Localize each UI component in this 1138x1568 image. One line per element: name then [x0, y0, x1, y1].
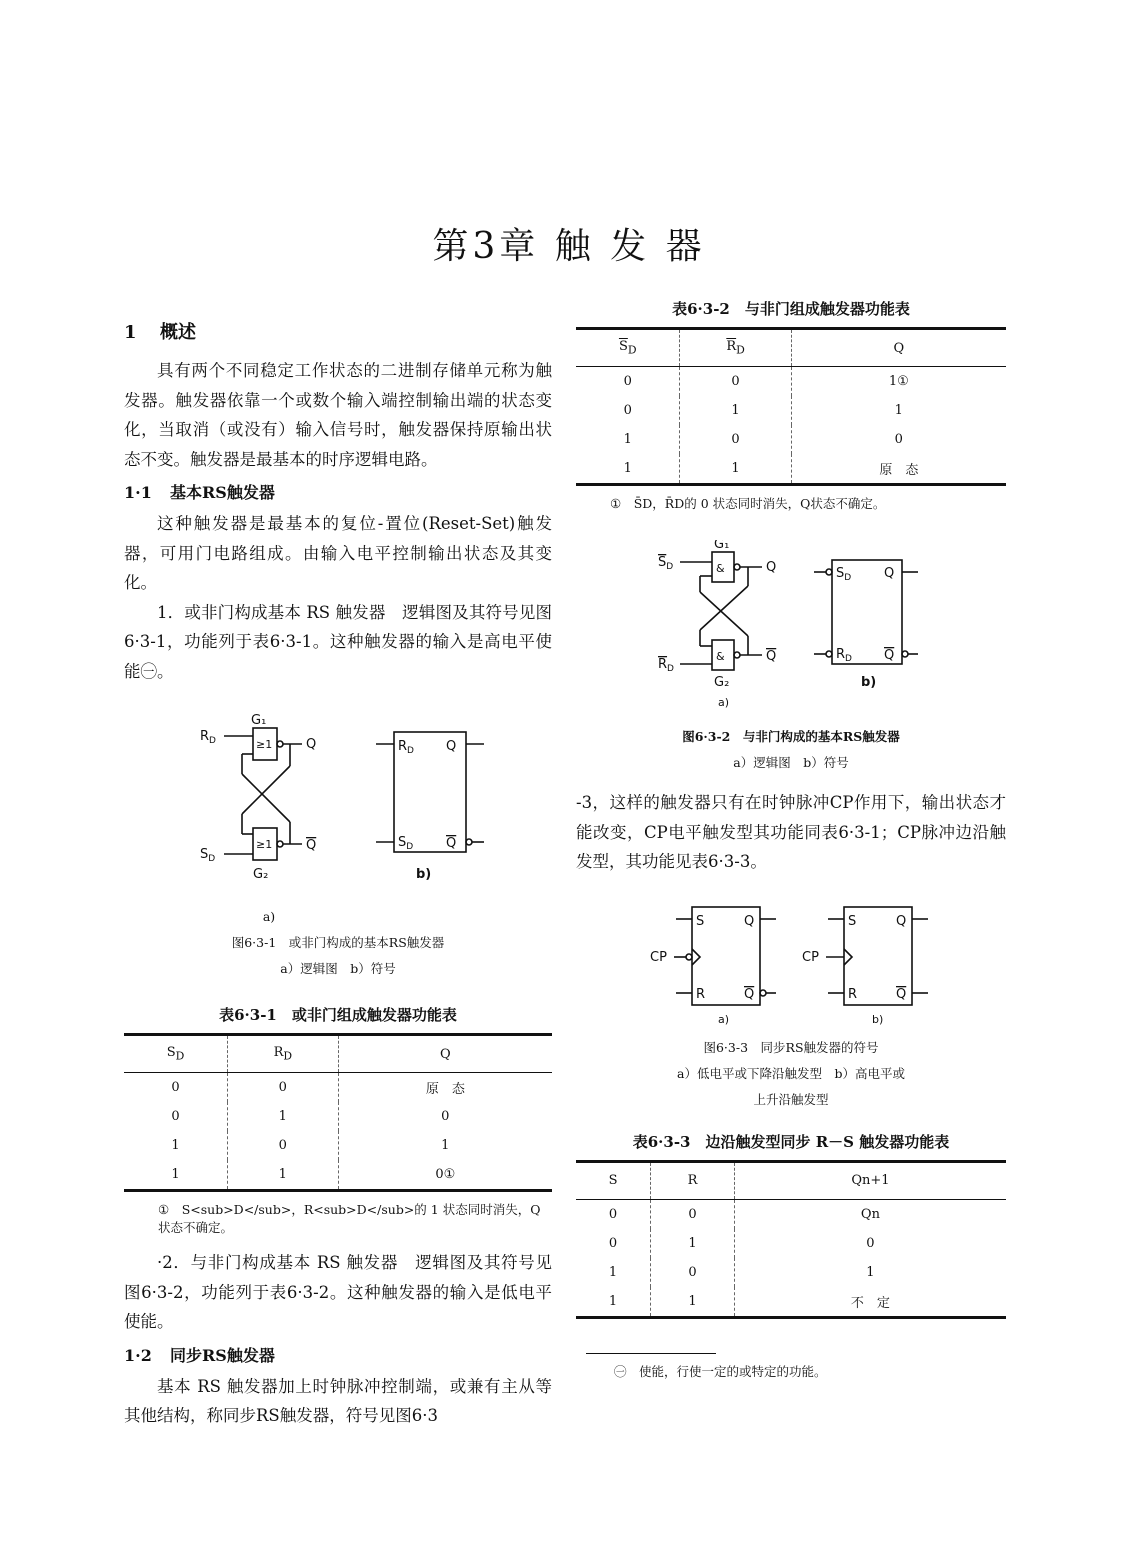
header-rd-bar: $\overline{R}_D$ — [680, 329, 791, 367]
nand-paragraph: ·2．与非门构成基本 RS 触发器 逻辑图及其符号见图6·3-2，功能列于表6·3-2。这种触发器的输入是低电平使能。 — [124, 1253, 552, 1331]
sd-input-label: $S_D$ — [200, 847, 216, 864]
q-bar-output-label: Q — [766, 649, 777, 664]
figure-6-3-1-drawing — [124, 704, 552, 884]
table-header-row — [576, 329, 1006, 367]
table-row: 1 1 原 态 — [576, 454, 1006, 485]
gate-1-label: G₁ — [251, 713, 267, 728]
symbol-sd-label: $S_D$ — [398, 835, 414, 852]
chapter-title: 第3章 触 发 器 — [432, 226, 706, 267]
subfigure-a-label: a) — [718, 696, 730, 709]
section-heading-1 — [124, 318, 552, 344]
gate-2-mark: ≥1 — [256, 838, 273, 851]
gate-2-mark: & — [716, 650, 725, 663]
figure-6-3-3-subcaption-2: 上升沿触发型 — [753, 1091, 829, 1107]
table-row: 0 1 0 — [124, 1102, 552, 1131]
a-s-label: S — [696, 913, 705, 929]
section-number: 1·2 — [124, 1345, 152, 1365]
table-row: 1 0 1 — [576, 1258, 1006, 1287]
figure-6-3-3-subcaption-1: a）低电平或下降沿触发型 b）高电平或 — [677, 1065, 905, 1081]
left-column — [124, 318, 552, 1431]
table-row: 0 1 0 — [576, 1229, 1006, 1258]
section-title: 基本RS触发器 — [170, 483, 275, 502]
intro-paragraph: 具有两个不同稳定工作状态的二进制存储单元称为触发器。触发器依靠一个或数个输入端控制输出端的状态变化，当取消（或没有）输入信号时，触发器保持原输出状态不变。触发器是最基本的时序逻辑电路。 — [124, 361, 552, 469]
section-title: 同步RS触发器 — [170, 1345, 275, 1365]
table-row: 0 0 Qn — [576, 1199, 1006, 1229]
q-output-label: Q — [306, 737, 317, 752]
figure-6-3-3-caption: 图6·3-3 同步RS触发器的符号 — [703, 1039, 879, 1055]
figure-6-3-2 — [576, 540, 1006, 720]
gate-1-mark: & — [716, 562, 725, 575]
section-number: 1 — [124, 322, 137, 343]
b-q-bar-label: Q — [896, 986, 907, 1002]
table-6-3-3 — [576, 1160, 1006, 1319]
section-number: 1·1 — [124, 483, 152, 502]
sync-paragraph: 基本 RS 触发器加上时钟脉冲控制端，或兼有主从等其他结构，称同步RS触发器，符号见图6·3 — [124, 1376, 552, 1425]
rs-paragraph: 这种触发器是最基本的复位-置位(Reset-Set)触发器，可用门电路组成。由输入电平控制输出状态及其变化。 — [124, 514, 552, 592]
b-r-label: R — [848, 986, 858, 1002]
header-rd: $R_D$ — [227, 1035, 338, 1073]
table-row: 1 1 0① — [124, 1160, 552, 1191]
table-row: 0 0 1① — [576, 367, 1006, 397]
symbol-q-label: Q — [884, 566, 895, 581]
figure-6-3-2-drawing — [576, 540, 1006, 720]
a-q-label: Q — [744, 913, 755, 929]
symbol-rd-label: $R_D$ — [398, 739, 414, 756]
b-s-label: S — [848, 913, 857, 929]
right-column — [576, 298, 1006, 1380]
header-s: S — [576, 1161, 651, 1199]
sd-bar-input-label: $S_D$ — [658, 555, 674, 572]
table-6-3-1-note: ① S<sub>D</sub>，R<sub>D</sub>的 1 状态同时消失，Q状态不确定。 — [158, 1202, 541, 1235]
table-6-3-2-title: 表6·3-2 与非门组成触发器功能表 — [672, 300, 910, 318]
header-sd-bar: $\overline{S}_D$ — [576, 329, 680, 367]
header-sd: $S_D$ — [124, 1035, 227, 1073]
section-heading-1-2 — [124, 1343, 552, 1366]
figure-6-3-2-caption: 图6·3-2 与非门构成的基本RS触发器 — [682, 729, 900, 744]
figure-6-3-1-caption: 图6·3-1 或非门构成的基本RS触发器 — [231, 935, 445, 950]
symbol-q-bar-label: Q — [884, 648, 895, 663]
table-row: 1 0 1 — [124, 1131, 552, 1160]
table-6-3-2 — [576, 327, 1006, 486]
a-cp-label: CP — [650, 949, 667, 965]
symbol-q-label: Q — [446, 739, 457, 754]
figure-6-3-1-subcaption: a）逻辑图 b）符号 — [280, 961, 396, 976]
header-q: Q — [439, 1046, 451, 1062]
gate-1-label: G₁ — [714, 540, 730, 552]
rd-input-label: $R_D$ — [200, 729, 216, 746]
table-row: 0 0 原 态 — [124, 1073, 552, 1103]
q-output-label: Q — [766, 560, 777, 575]
b-q-label: Q — [896, 913, 907, 929]
table-header-row — [576, 1161, 1006, 1199]
section-title: 概述 — [160, 322, 196, 343]
header-r: R — [651, 1161, 735, 1199]
symbol-rd-label: $R_D$ — [836, 647, 852, 664]
symbol-q-bar-label: Q — [446, 836, 457, 851]
figure-6-3-3-drawing — [576, 899, 1006, 1029]
b-cp-label: CP — [802, 949, 819, 965]
table-6-3-1-title: 表6·3-1 或非门组成触发器功能表 — [219, 1006, 457, 1024]
subfigure-a-label: a) — [718, 1012, 730, 1026]
a-q-bar-label: Q — [744, 986, 755, 1002]
figure-6-3-2-subcaption: a）逻辑图 b）符号 — [733, 755, 849, 770]
table-6-3-1 — [124, 1033, 552, 1192]
symbol-sd-label: $S_D$ — [836, 566, 852, 583]
header-qn1: Qn+1 — [851, 1173, 890, 1188]
table-row: 1 0 0 — [576, 425, 1006, 454]
section-heading-1-1 — [124, 480, 552, 503]
a-r-label: R — [696, 986, 706, 1002]
footnote-rule — [586, 1353, 716, 1354]
footnote: ㊀ 使能，行使一定的或特定的功能。 — [614, 1363, 827, 1379]
subfigure-a-label: a) — [262, 909, 276, 924]
header-q: Q — [893, 340, 905, 356]
q-bar-output-label: Q — [306, 838, 317, 853]
subfigure-b-label: b) — [872, 1012, 884, 1026]
sync-continued-paragraph: -3，这样的触发器只有在时钟脉冲CP作用下，输出状态才能改变，CP电平触发型其功能同表6·3-1；CP脉冲边沿触发型，其功能见表6·3-3。 — [576, 793, 1006, 871]
nor-paragraph: 1．或非门构成基本 RS 触发器 逻辑图及其符号见图6·3-1，功能列于表6·3-1。这种触发器的输入是高电平使能㊀。 — [124, 602, 552, 681]
gate-1-mark: ≥1 — [256, 738, 273, 751]
figure-6-3-3 — [576, 899, 1006, 1029]
subfigure-b-label: b) — [416, 867, 432, 882]
gate-2-label: G₂ — [253, 867, 269, 882]
gate-2-label: G₂ — [714, 675, 730, 690]
table-6-3-2-note: ① S̄D，R̄D的 0 状态同时消失，Q状态不确定。 — [610, 496, 886, 511]
table-header-row — [124, 1035, 552, 1073]
figure-6-3-1 — [124, 704, 552, 884]
table-row: 1 1 不 定 — [576, 1287, 1006, 1318]
table-6-3-3-title: 表6·3-3 边沿触发型同步 R－S 触发器功能表 — [632, 1132, 950, 1151]
subfigure-b-label: b) — [861, 675, 877, 690]
table-row: 0 1 1 — [576, 396, 1006, 425]
rd-bar-input-label: $R_D$ — [658, 657, 674, 674]
